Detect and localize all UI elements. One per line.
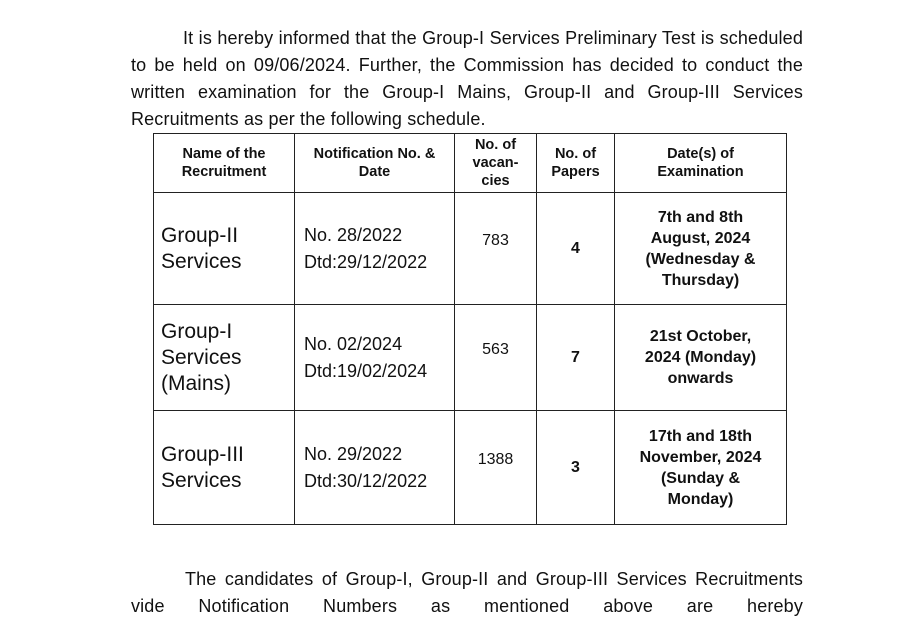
papers-cell: 4: [537, 193, 615, 305]
notification-cell: No. 02/2024 Dtd:19/02/2024: [295, 305, 455, 411]
notification-cell: No. 29/2022 Dtd:30/12/2022: [295, 411, 455, 525]
recruitment-name-cell: Group-II Services: [154, 193, 295, 305]
notification-cell: No. 28/2022 Dtd:29/12/2022: [295, 193, 455, 305]
header-notification: Notification No. & Date: [295, 134, 455, 193]
header-papers: No. of Papers: [537, 134, 615, 193]
table-row: [154, 305, 787, 411]
header-vacancies: No. of vacan- cies: [455, 134, 537, 193]
recruitment-name-cell: Group-I Services (Mains): [154, 305, 295, 411]
table-row: [154, 411, 787, 525]
vacancies-cell: 1388: [455, 411, 537, 525]
vacancies-cell: 563: [455, 305, 537, 411]
header-recruitment-name: Name of the Recruitment: [154, 134, 295, 193]
papers-cell: 7: [537, 305, 615, 411]
table-header-row: [154, 134, 787, 193]
table-row: [154, 193, 787, 305]
closing-paragraph: The candidates of Group-I, Group-II and Group-III Services Recruitments vide Notification Numbers as mentioned above are hereby: [131, 569, 803, 616]
exam-schedule-table: [153, 133, 787, 525]
exam-dates-cell: 21st October, 2024 (Monday) onwards: [615, 305, 787, 411]
header-exam-dates: Date(s) of Examination: [615, 134, 787, 193]
recruitment-name-cell: Group-III Services: [154, 411, 295, 525]
exam-dates-cell: 17th and 18th November, 2024 (Sunday & Monday): [615, 411, 787, 525]
intro-paragraph: It is hereby informed that the Group-I Services Preliminary Test is scheduled to be held on 09/06/2024. Further, the Commission has decided to conduct the written examination for the Group-I Mains, Group-II and Group-III Services Recruitments as per the following schedule.: [131, 28, 803, 129]
vacancies-cell: 783: [455, 193, 537, 305]
exam-dates-cell: 7th and 8th August, 2024 (Wednesday & Thursday): [615, 193, 787, 305]
papers-cell: 3: [537, 411, 615, 525]
